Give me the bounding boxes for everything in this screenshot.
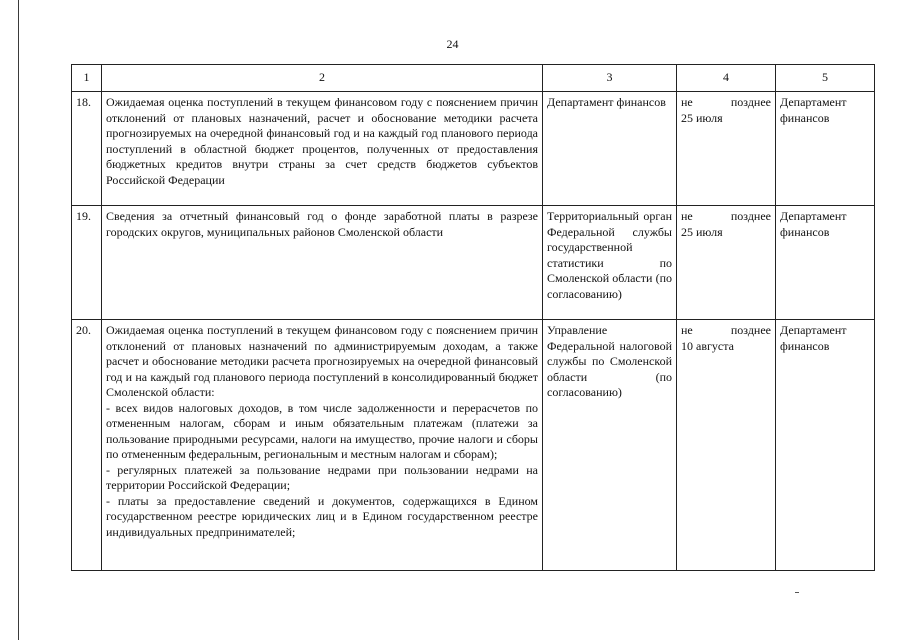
header-col-1: 1 bbox=[72, 65, 102, 92]
row-number: 18. bbox=[72, 92, 102, 206]
deadline-line-1: не позднее bbox=[681, 323, 771, 337]
row-deadline bbox=[677, 320, 776, 571]
header-col-3: 3 bbox=[543, 65, 677, 92]
row-deadline bbox=[677, 206, 776, 320]
table-row bbox=[72, 320, 875, 571]
row-description: Сведения за отчетный финансовый год о фонде заработной платы в разрезе городских округов, муниципальных районов Смоленской области bbox=[102, 206, 543, 320]
page-number: 24 bbox=[446, 37, 459, 51]
header-col-2: 2 bbox=[102, 65, 543, 92]
deadline-line-1: не позднее bbox=[681, 95, 771, 109]
header-col-4: 4 bbox=[677, 65, 776, 92]
row-description bbox=[102, 320, 543, 571]
row-source: Департамент финансов bbox=[543, 92, 677, 206]
deadline-line-2: 25 июля bbox=[681, 224, 723, 239]
row-number: 19. bbox=[72, 206, 102, 320]
deadline-line-2: 25 июля bbox=[681, 110, 723, 125]
row-description: Ожидаемая оценка поступлений в текущем финансовом году с пояснением причин отклонений от плановых назначений, расчет и обоснование методики расчета прогнозируемых на очередной финансовый год и на каждый год планового периода поступлений в областной бюджет процентов, полученных от предоставления бюджетных кредитов внутри страны за счет средств бюджетов субъектов Российской Федерации bbox=[102, 92, 543, 206]
table-header-row bbox=[72, 65, 875, 92]
table-row bbox=[72, 206, 875, 320]
row-number: 20. bbox=[72, 320, 102, 571]
page-margin-line bbox=[18, 0, 19, 640]
row-source: Управление Федеральной налоговой службы по Смоленской области (по согласованию) bbox=[543, 320, 677, 571]
header-col-5: 5 bbox=[776, 65, 875, 92]
deadline-line-2: 10 августа bbox=[681, 338, 734, 353]
table-row bbox=[72, 92, 875, 206]
row-recipient: Департамент финансов bbox=[776, 92, 875, 206]
row-recipient: Департамент финансов bbox=[776, 206, 875, 320]
row-source: Территориальный орган Федеральной службы государственной статистики по Смоленской области (по согласованию) bbox=[543, 206, 677, 320]
deadline-line-1: не позднее bbox=[681, 209, 771, 223]
row-recipient: Департамент финансов bbox=[776, 320, 875, 571]
description-bullet: - платы за предоставление сведений и документов, содержащихся в Едином государственном реестре юридических лиц и в Едином государственном реестре индивидуальных предпринимателей; bbox=[106, 493, 538, 539]
description-intro: Ожидаемая оценка поступлений в текущем финансовом году с пояснением причин отклонений от плановых назначений по администрируемым доходам, а также расчет и обоснование методики расчета прогнозируемых на очередной финансовый год и на каждый год планового периода поступлений в консолидированный бюджет Смоленской области: bbox=[106, 323, 538, 399]
document-table bbox=[71, 64, 875, 571]
row-deadline bbox=[677, 92, 776, 206]
description-bullet: - всех видов налоговых доходов, в том числе задолженности и перерасчетов по отмененным налогам, сборам и иным обязательным платежам (платежи за пользование природными ресурсами, налоги на имущество, прочие налоги и сборы по отмененным федеральным, региональным и местным налогам и сборам); bbox=[106, 400, 538, 461]
scan-speck bbox=[795, 592, 799, 593]
description-bullet: - регулярных платежей за пользование недрами при пользовании недрами на территории Российской Федерации; bbox=[106, 462, 538, 492]
